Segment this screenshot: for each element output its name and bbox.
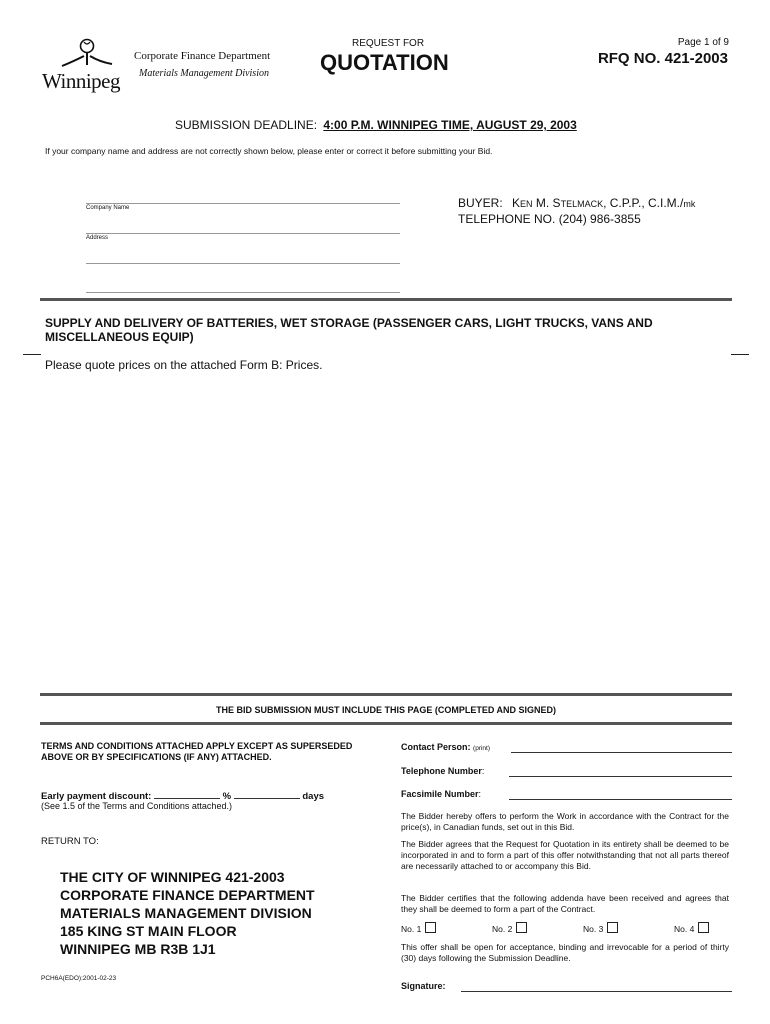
- bidder-offer-paragraph: The Bidder hereby offers to perform the Work in accordance with the Contract for the price(s), in Canadian funds, set out in this Bid.: [401, 811, 729, 832]
- buyer-label: BUYER:: [458, 196, 503, 210]
- deadline-value: 4:00 P.M. WINNIPEG TIME, AUGUST 29, 2003: [323, 118, 577, 132]
- print-note: (print): [473, 745, 491, 752]
- return-address-line: CORPORATE FINANCE DEPARTMENT: [60, 887, 315, 903]
- contact-person-label: Contact Person: [401, 742, 468, 752]
- terms-notice: TERMS AND CONDITIONS ATTACHED APPLY EXCEPT AS SUPERSEDED ABOVE OR BY SPECIFICATIONS (IF ANY) ATTACHED.: [41, 741, 353, 762]
- signature-row: [401, 981, 732, 991]
- return-address-line: 185 KING ST MAIN FLOOR: [60, 923, 237, 939]
- telephone-field[interactable]: [509, 776, 732, 777]
- return-address-line: WINNIPEG MB R3B 1J1: [60, 941, 216, 957]
- signature-label: Signature:: [401, 981, 446, 991]
- company-name-label: Company Name: [86, 205, 130, 211]
- percent-sign: %: [222, 791, 232, 802]
- buyer-telephone: TELEPHONE NO. (204) 986-3855: [458, 212, 641, 226]
- return-to-label: RETURN TO:: [41, 836, 99, 847]
- submission-banner: THE BID SUBMISSION MUST INCLUDE THIS PAGE (COMPLETED AND SIGNED): [215, 705, 556, 715]
- return-address-line: THE CITY OF WINNIPEG 421-2003: [60, 869, 285, 885]
- return-address: [60, 868, 315, 958]
- address-line-1[interactable]: [86, 233, 400, 234]
- telephone-row: Telephone Number:: [401, 766, 732, 776]
- page-number: Page 1 of 9: [677, 37, 729, 48]
- logo-wordmark: Winnipeg: [42, 69, 120, 93]
- form-code: PCH6A(EDO):2001-02-23: [41, 975, 117, 982]
- address-label: Address: [86, 235, 109, 241]
- request-for-label: REQUEST FOR: [352, 38, 425, 49]
- department-name: Corporate Finance Department: [134, 50, 271, 62]
- addendum-2[interactable]: No. 2: [492, 922, 527, 934]
- header-divider: [40, 298, 732, 301]
- submission-deadline: [175, 118, 577, 132]
- buyer-info: [458, 196, 695, 210]
- discount-percent-field[interactable]: [154, 789, 220, 799]
- addendum-3[interactable]: No. 3: [583, 922, 618, 934]
- signature-field[interactable]: [461, 991, 732, 992]
- company-name-line[interactable]: [86, 203, 400, 204]
- contact-person-row: Contact Person: (print): [401, 742, 732, 752]
- city-logo: [40, 36, 126, 94]
- addendum-4[interactable]: No. 4: [674, 922, 709, 934]
- division-name: Materials Management Division: [139, 68, 269, 79]
- checkbox-icon[interactable]: [607, 922, 618, 933]
- addenda-paragraph: The Bidder certifies that the following addenda have been received and agrees that they shall be deemed to form a part of the Contract.: [401, 893, 729, 914]
- deadline-label: SUBMISSION DEADLINE:: [175, 118, 318, 132]
- bidder-agreement-paragraph: The Bidder agrees that the Request for Quotation in its entirety shall be deemed to be incorporated in and to form a part of this offer notwithstanding that not all parts thereof are necessarily attached to or accompany this Bid.: [401, 839, 729, 871]
- pricing-instruction: Please quote prices on the attached Form B: Prices.: [45, 358, 323, 372]
- checkbox-icon[interactable]: [516, 922, 527, 933]
- banner-top-line: [40, 693, 732, 696]
- rfq-title: SUPPLY AND DELIVERY OF BATTERIES, WET STORAGE (PASSENGER CARS, LIGHT TRUCKS, VANS AND MISCELLANEOUS EQUIP): [45, 316, 653, 344]
- return-address-line: MATERIALS MANAGEMENT DIVISION: [60, 905, 312, 921]
- left-margin-mark: [23, 354, 41, 355]
- address-line-3[interactable]: [86, 292, 400, 293]
- days-label: days: [302, 791, 325, 802]
- right-margin-mark: [731, 354, 749, 355]
- banner-bottom-line: [40, 722, 732, 725]
- terms-reference: (See 1.5 of the Terms and Conditions attached.): [41, 801, 232, 811]
- checkbox-icon[interactable]: [698, 922, 709, 933]
- fax-label: Facsimile Number: [401, 789, 479, 799]
- contact-person-field[interactable]: [511, 752, 732, 753]
- discount-days-field[interactable]: [234, 789, 300, 799]
- telephone-label: Telephone Number: [401, 766, 482, 776]
- correction-notice: If your company name and address are not correctly shown below, please enter or correct it before submitting your Bid.: [45, 146, 493, 156]
- acceptance-period-paragraph: This offer shall be open for acceptance, binding and irrevocable for a period of thirty (30) days following the Submission Deadline.: [401, 942, 729, 963]
- buyer-name: KEN M. STELMACK, C.P.P., C.I.M./mk: [512, 196, 696, 210]
- checkbox-icon[interactable]: [425, 922, 436, 933]
- fax-row: Facsimile Number:: [401, 789, 732, 799]
- address-line-2[interactable]: [86, 263, 400, 264]
- addendum-1[interactable]: No. 1: [401, 922, 436, 934]
- early-payment-label: Early payment discount:: [41, 791, 152, 802]
- fax-field[interactable]: [509, 799, 732, 800]
- rfq-number: RFQ NO. 421-2003: [597, 50, 728, 67]
- quotation-heading: QUOTATION: [320, 50, 449, 75]
